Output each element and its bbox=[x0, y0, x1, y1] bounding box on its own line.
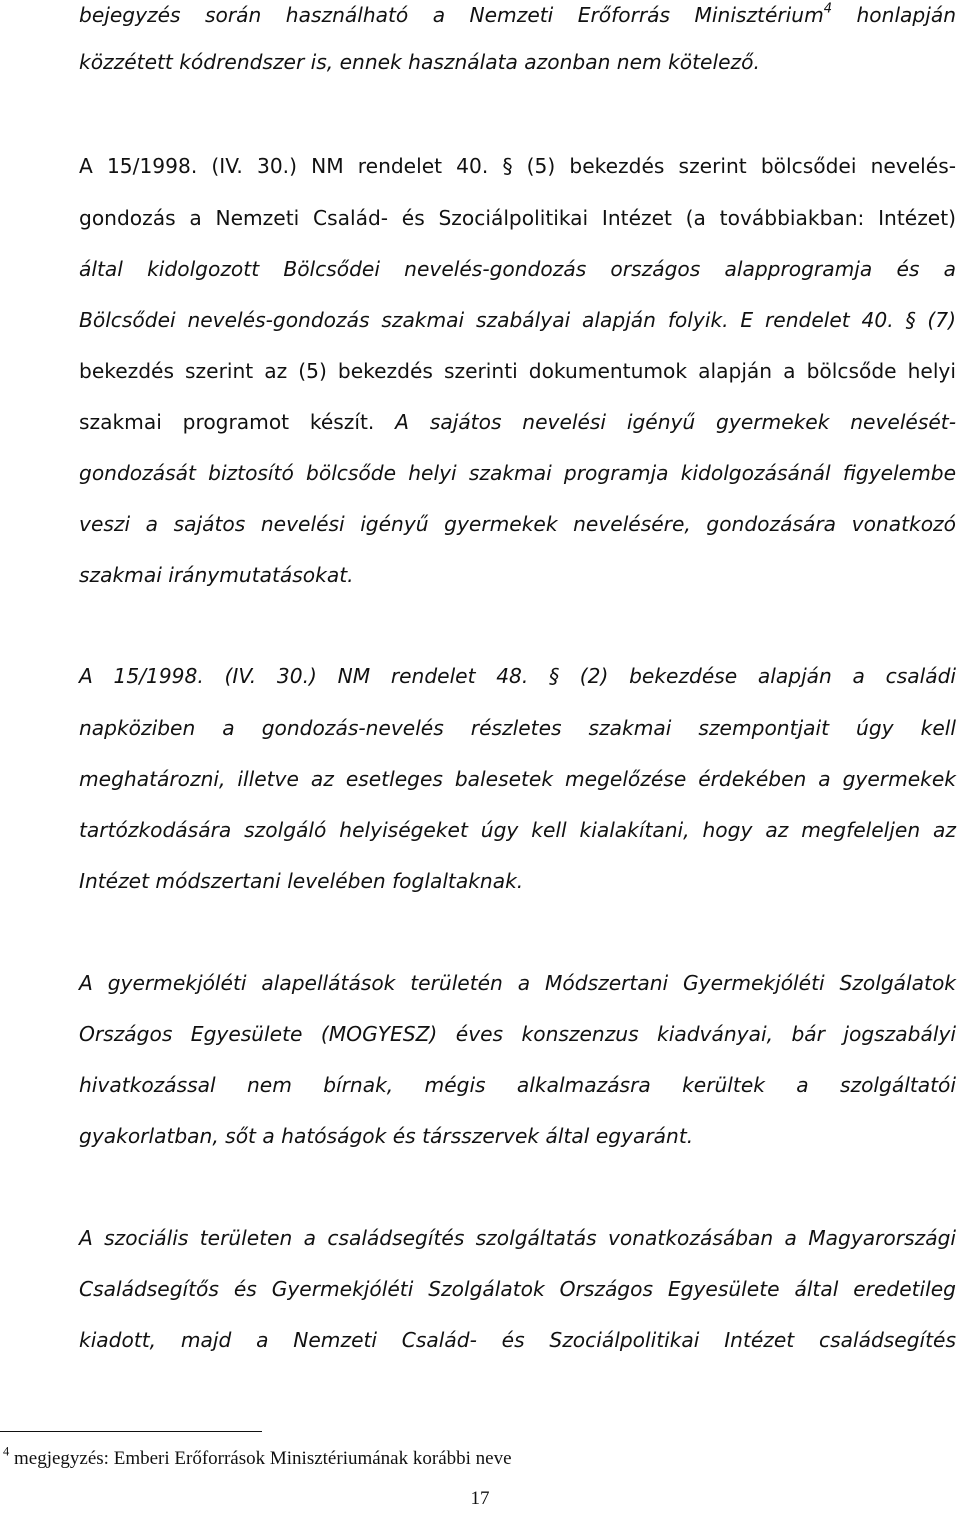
paragraph-4-line-4: gyakorlatban, sőt a hatóságok és társszervek által egyaránt. bbox=[79, 1124, 694, 1148]
paragraph-5-line-2: Családsegítős és Gyermekjóléti Szolgálatok Országos Egyesülete által eredetileg bbox=[79, 1277, 956, 1301]
paragraph-3-line-3: meghatározni, illetve az esetleges balesetek megelőzése érdekében a gyermekek bbox=[79, 767, 956, 791]
footnote-separator bbox=[0, 1431, 262, 1432]
paragraph-3-line-5: Intézet módszertani levelében foglaltaknak. bbox=[79, 869, 524, 893]
paragraph-3-line-4: tartózkodására szolgáló helyiségeket úgy kell kialakítani, hogy az megfeleljen az bbox=[79, 818, 956, 842]
paragraph-2-line-7 bbox=[79, 458, 956, 488]
footnote-mark: 4 bbox=[3, 1444, 10, 1459]
paragraph-2-line-4 bbox=[79, 305, 956, 335]
paragraph-2-line-1-run-1: A 15/1998. (IV. 30.) NM rendelet 40. § (5) bekezdés szerint bölcsődei nevelés- bbox=[79, 154, 956, 178]
paragraph-2-line-2-run-1: gondozás a Nemzeti Család- és Szociálpolitikai Intézet (a továbbiakban: Intézet) bbox=[79, 206, 956, 230]
paragraph-2-line-7-run-1: gondozását biztosító bölcsőde helyi szakmai programja kidolgozásánál figyelembe bbox=[79, 461, 956, 485]
footnote-text: megjegyzés: Emberi Erőforrások Minisztériumának korábbi neve bbox=[14, 1448, 512, 1469]
paragraph-2-line-9 bbox=[79, 560, 956, 590]
paragraph-2-line-6 bbox=[79, 407, 956, 437]
paragraph-5-line-3: kiadott, majd a Nemzeti Család- és Szociálpolitikai Intézet családsegítés bbox=[79, 1328, 956, 1352]
paragraph-2-line-6-run-1: szakmai programot készít. bbox=[79, 410, 375, 434]
paragraph-1-line-1-text: bejegyzés során használható a Nemzeti Erőforrás Minisztérium bbox=[79, 3, 824, 27]
paragraph-1-line-1 bbox=[79, 0, 956, 30]
paragraph-2-line-1 bbox=[79, 151, 956, 181]
paragraph-4-line-3: hivatkozással nem bírnak, mégis alkalmazásra kerültek a szolgáltatói bbox=[79, 1073, 956, 1097]
paragraph-1-line-2: közzétett kódrendszer is, ennek használata azonban nem kötelező. bbox=[79, 50, 760, 74]
paragraph-5-line-1: A szociális területen a családsegítés szolgáltatás vonatkozásában a Magyarországi bbox=[79, 1226, 956, 1250]
paragraph-3-line-1: A 15/1998. (IV. 30.) NM rendelet 48. § (2) bekezdése alapján a családi bbox=[79, 664, 956, 688]
footnote-reference: 4 bbox=[823, 1, 833, 17]
paragraph-3-line-2: napköziben a gondozás-nevelés részletes szakmai szempontjait úgy kell bbox=[79, 716, 956, 740]
paragraph-1-line-1-end: honlapján bbox=[856, 3, 957, 27]
paragraph-4-line-2: Országos Egyesülete (MOGYESZ) éves konszenzus kiadványai, bár jogszabályi bbox=[79, 1022, 956, 1046]
paragraph-2-line-5 bbox=[79, 356, 956, 386]
paragraph-2-line-6-run-2: A sajátos nevelési igényű gyermekek nevelését- bbox=[374, 410, 956, 434]
paragraph-2-line-3 bbox=[79, 254, 956, 284]
paragraph-2-line-4-run-1: Bölcsődei nevelés-gondozás szakmai szabályai alapján folyik. E rendelet 40. § (7) bbox=[79, 308, 956, 332]
paragraph-2-line-3-run-1: által kidolgozott Bölcsődei nevelés-gondozás országos alapprogramja és a bbox=[79, 257, 956, 281]
footnote bbox=[3, 1446, 512, 1472]
paragraph-2-line-8 bbox=[79, 509, 956, 539]
paragraph-2-line-8-run-1: veszi a sajátos nevelési igényű gyermekek nevelésére, gondozására vonatkozó bbox=[79, 512, 956, 536]
page-number: 17 bbox=[470, 1488, 490, 1509]
paragraph-2-line-9-run-1: szakmai iránymutatásokat. bbox=[79, 563, 354, 587]
paragraph-2-line-2 bbox=[79, 203, 956, 233]
paragraph-2-line-5-run-1: bekezdés szerint az (5) bekezdés szerinti dokumentumok alapján a bölcsőde helyi bbox=[79, 359, 956, 383]
paragraph-4-line-1: A gyermekjóléti alapellátások területén a Módszertani Gyermekjóléti Szolgálatok bbox=[79, 971, 956, 995]
